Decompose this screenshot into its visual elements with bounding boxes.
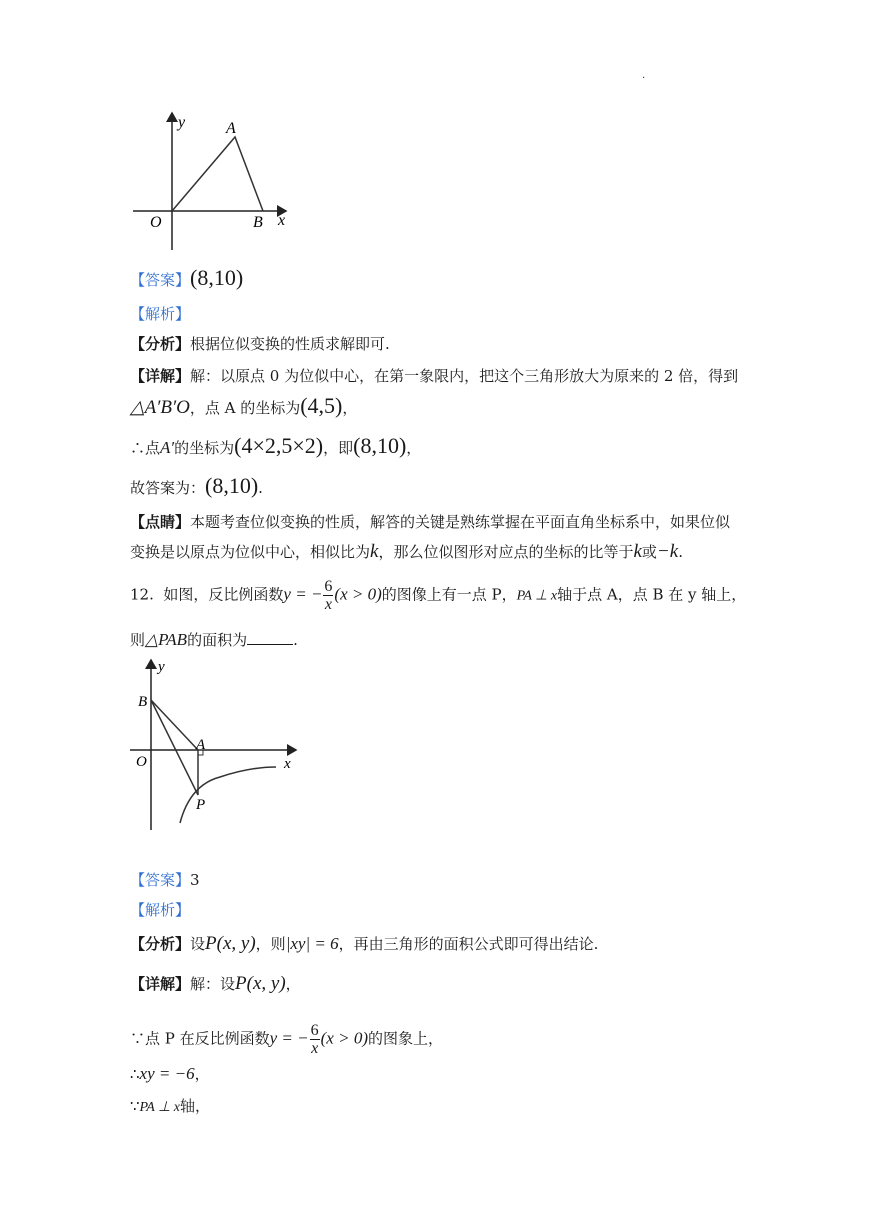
point-label: A′ (160, 438, 175, 457)
fraction: $\frac{6}{x}$ (324, 578, 333, 613)
perp: PA ⊥ x (139, 1100, 181, 1115)
label-x: x (284, 756, 291, 772)
text: 轴， (180, 1097, 211, 1115)
text: 轴于点 A，点 B 在 y 轴上， (557, 585, 747, 604)
answer-blank (247, 632, 293, 645)
var-k: k (370, 541, 379, 562)
fraction: $\frac{6}{x}$ (310, 1022, 319, 1057)
xiangjie-text: 解：以原点 0 为位似中心，在第一象限内，把这个三角形放大为原来的 2 倍，得到 (190, 367, 739, 385)
triangle-label: △A′B′O (130, 397, 190, 418)
text: . (258, 479, 263, 497)
q12-stem (130, 578, 746, 613)
label-y: y (178, 114, 186, 131)
xiangjie-tag: 【详解】 (130, 367, 191, 385)
text: 或 (641, 543, 657, 561)
q11-xiangjie (130, 366, 738, 386)
text: ， (194, 1065, 210, 1083)
text: 的图像上有一点 P， (381, 585, 517, 604)
domain-cond: (x > 0) (334, 584, 382, 604)
q11-fenxi (130, 334, 390, 354)
q12-xiangjie (130, 974, 301, 994)
fenxi-text: 根据位似变换的性质求解即可. (190, 335, 390, 353)
coord: (8,10) (353, 433, 407, 458)
figure-triangle-oab (128, 105, 298, 255)
question-number: 12. (130, 585, 154, 604)
text: ， (285, 975, 301, 993)
figure-inverse-function (120, 655, 305, 835)
y-eq: y = − (283, 584, 323, 604)
text: 变换是以原点为位似中心，相似比为 (130, 543, 371, 561)
domain-cond: (x > 0) (320, 1028, 368, 1048)
q11-jiexi-tag: 【解析】 (130, 305, 191, 323)
hyperbola-curve (180, 767, 276, 823)
text: . (293, 631, 298, 649)
q12-therefore (130, 1064, 210, 1084)
label-y: y (158, 659, 165, 675)
text: ∵点 P 在反比例函数 (130, 1029, 270, 1048)
text: . (678, 543, 683, 561)
label-b: B (138, 694, 148, 710)
abs-xy: |xy| = 6 (285, 934, 339, 953)
label-a: A (226, 120, 236, 137)
perp: PA ⊥ x (516, 588, 558, 604)
text: 的面积为 (187, 631, 248, 649)
q11-line3 (130, 433, 422, 458)
q11-dianjing-1 (130, 512, 730, 532)
text: ，那么位似图形对应点的坐标的比等于 (378, 543, 634, 561)
text: ∵ (130, 1097, 140, 1115)
label-o: O (150, 214, 162, 231)
q12-line2 (130, 630, 298, 650)
q11-line2 (130, 393, 358, 418)
coord: (4,5) (300, 393, 343, 418)
var-neg-k: −k (656, 541, 679, 562)
answer-tag: 【答案】 (130, 271, 191, 289)
q12-because1 (130, 1022, 443, 1057)
q11-dianjing-2 (130, 542, 683, 562)
text: 本题考查位似变换的性质，解答的关键是熟练掌握在平面直角坐标系中，如果位似 (190, 513, 731, 531)
segment-bp (151, 700, 198, 795)
text: ，则 (255, 935, 286, 953)
text: 如图，反比例函数 (163, 585, 284, 604)
q12-jiexi-tag: 【解析】 (130, 901, 191, 919)
dianjing-tag: 【点睛】 (130, 513, 191, 531)
text: ，点 A 的坐标为 (189, 399, 301, 417)
label-o: O (136, 754, 147, 770)
fenxi-tag: 【分析】 (130, 935, 191, 953)
y-eq: y = − (269, 1028, 309, 1048)
fenxi-tag: 【分析】 (130, 335, 191, 353)
text: 的图象上， (367, 1029, 443, 1048)
answer-tag: 【答案】 (130, 871, 191, 889)
q12-fenxi (130, 934, 598, 954)
text: 设 (190, 935, 206, 953)
text: ， (406, 439, 422, 457)
text: ，再由三角形的面积公式即可得出结论. (338, 935, 599, 953)
text: 解：设 (190, 975, 236, 993)
point-p: P(x, y) (235, 973, 286, 994)
text: ∴点 (130, 439, 161, 457)
triangle-label: △PAB (145, 630, 188, 649)
label-b: B (253, 214, 263, 231)
label-p: P (196, 797, 206, 813)
label-x: x (278, 212, 286, 229)
text: ∴ (130, 1065, 140, 1083)
header-dot: . (642, 70, 646, 81)
q12-answer (130, 870, 200, 890)
triangle-oab (172, 137, 263, 211)
q11-line4 (130, 473, 263, 498)
text: 的坐标为 (174, 439, 235, 457)
label-a: A (196, 737, 206, 753)
answer-value: 3 (190, 871, 200, 889)
answer-value: (8,10) (190, 265, 244, 290)
coord: (8,10) (205, 473, 259, 498)
q12-because2 (130, 1096, 210, 1118)
point-p: P(x, y) (205, 933, 256, 954)
segment-ba (151, 700, 198, 750)
xy-eq: xy = −6 (139, 1064, 195, 1083)
text: ，即 (323, 439, 354, 457)
text: 则 (130, 631, 146, 649)
xiangjie-tag: 【详解】 (130, 975, 191, 993)
q11-answer (130, 265, 244, 290)
text: ， (342, 399, 358, 417)
coord-expr: (4×2,5×2) (234, 433, 324, 458)
text: 故答案为： (130, 479, 206, 497)
var-k: k (633, 541, 642, 562)
